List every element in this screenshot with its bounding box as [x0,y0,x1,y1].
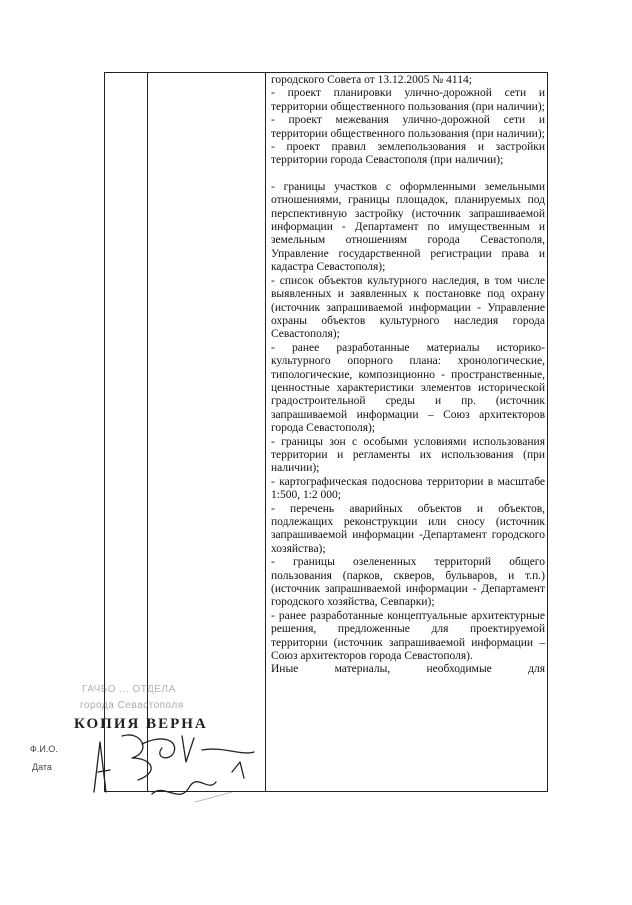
column-divider-2 [265,73,266,791]
stamp-name-label: Ф.И.О. [30,744,58,754]
paragraph: - границы участков с оформленными земельными отношениями, границы площадок, планируемых под перспективную застройку (источник запрашиваемой информации - Департамент по имущественным и земельным отношениям города Севастополя, Управление государственной регистрации права и кадастра Севастополя); [271,180,545,274]
paragraph: - ранее разработанные концептуальные архитектурные решения, предложенные для проектируемой территории (источник запрашиваемой информации – Союз архитекторов города Севастополя). [271,609,545,663]
paragraph: - проект планировки улично-дорожной сети и территории общественного пользования (при наличии); [271,87,545,113]
paragraph: - границы зон с особыми условиями использования территории и регламенты их использования (при наличии); [271,435,545,475]
stamp-line-1: ГАЧБО ... ОТДЕЛА [82,684,176,695]
paragraph: - проект правил землепользования и застройки территории города Севастополя (при наличии); [271,141,545,167]
handwritten-signature [82,722,262,802]
paragraph: - перечень аварийных объектов и объектов, подлежащих реконструкции или сносу (источник запрашиваемой информации -Департамент городского хозяйства); [271,502,545,555]
stamp-date-label: Дата [32,762,52,772]
stamp-title: КОПИЯ ВЕРНА [74,716,208,732]
paragraph: городского Совета от 13.12.2005 № 4114; [271,74,472,86]
paragraph: - проект межевания улично-дорожной сети и территории общественного пользования (при наличии); [271,114,545,140]
paragraph: - ранее разработанные материалы историко-культурного опорного плана: хронологические, типологические, композиционно - пространственные, ценностные характеристики элементов исторической градостроительной среды и пр. (источник запрашиваемой информации – Союз архитекторов города Севастополя); [271,341,545,435]
stamp-line-2: города Севастополя [80,700,184,711]
paragraph: Иные материалы, необходимые для [271,663,545,676]
paragraph: - картографическая подоснова территории в масштабе 1:500, 1:2 000; [271,475,545,502]
requirements-cell [271,74,545,792]
copy-certified-stamp [22,670,232,800]
paragraph: - границы озелененных территорий общего пользования (парков, скверов, бульваров, и т.п.) (источник запрашиваемой информации - Департамент городского хозяйства, Севпарки); [271,556,545,609]
paragraph: - список объектов культурного наследия, в том числе выявленных и заявленных к постановке под охрану (источник запрашиваемой информации - Управление охраны объектов культурного наследия города Севастополя); [271,274,545,341]
